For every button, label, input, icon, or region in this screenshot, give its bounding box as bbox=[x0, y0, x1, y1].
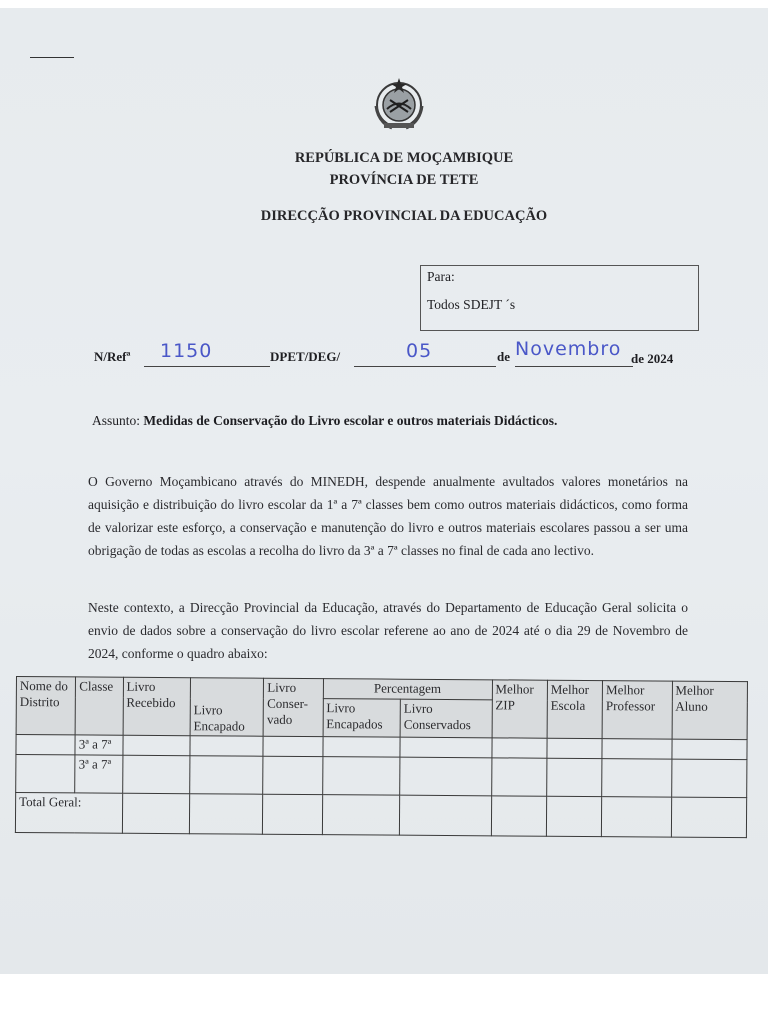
header-pct-encapados: Livro Encapados bbox=[323, 699, 401, 737]
table-total-row bbox=[15, 793, 746, 838]
header-classe: Classe bbox=[75, 677, 123, 735]
reference-line bbox=[94, 338, 694, 376]
nref-label: N/Refª bbox=[94, 349, 131, 364]
cell bbox=[190, 736, 264, 757]
recipient-value: Todos SDEJT ´s bbox=[427, 297, 516, 312]
header-livro-encapado: Livro Encapado bbox=[190, 678, 264, 737]
corner-dash-mark bbox=[30, 57, 74, 58]
cell bbox=[322, 795, 400, 836]
cell-nome bbox=[16, 735, 75, 755]
nref-handwritten: 1150 bbox=[160, 340, 213, 362]
body-paragraph-1: O Governo Moçambicano através do MINEDH, despende anualmente avultados valores monetários na aquisição e distribuição do livro escolar da 1ª a 7ª classes bem como outros materiais didácticos, como forma de valorizar este esforço, a conservação e manutenção do livro e outros materiais escolares passou a ser uma obrigação de todas as escolas a recolha do livro da 3ª a 7ª classes no final de cada ano lectivo. bbox=[88, 474, 688, 558]
cell bbox=[602, 739, 672, 759]
province-heading: PROVÍNCIA DE TETE bbox=[329, 172, 479, 188]
cell bbox=[546, 796, 602, 836]
day-handwritten: 05 bbox=[406, 340, 433, 362]
subject-line bbox=[92, 413, 557, 429]
cell-classe: 3ª a 7ª bbox=[75, 755, 123, 793]
table-header-row bbox=[16, 677, 747, 703]
document-page bbox=[0, 8, 768, 974]
header-nome-distrito: Nome do Distrito bbox=[16, 677, 76, 735]
data-table bbox=[15, 676, 748, 838]
cell bbox=[122, 755, 190, 793]
cell bbox=[123, 735, 190, 755]
cell bbox=[263, 756, 323, 794]
cell-classe: 3ª a 7ª bbox=[75, 735, 122, 755]
body-paragraph-2: Neste contexto, a Direcção Provincial da Educação, através do Departamento de Educação Geral solicita o envio de dados sobre a conservação do livro escolar referene ao ano de 2024 até o dia 29 de Novembro de 2024, conforme o quadro abaixo: bbox=[88, 600, 688, 661]
total-label: Total Geral: bbox=[15, 793, 122, 834]
month-underline bbox=[515, 366, 633, 367]
table-row bbox=[16, 755, 747, 798]
month-handwritten: Novembro bbox=[515, 338, 622, 360]
cell bbox=[400, 757, 492, 796]
cell bbox=[602, 797, 672, 837]
coat-of-arms-icon bbox=[370, 76, 428, 132]
header-melhor-professor: Melhor Professor bbox=[602, 681, 672, 739]
cell-nome bbox=[16, 755, 76, 793]
header-livro-conservado: Livro Conser-vado bbox=[263, 678, 323, 736]
recipient-label: Para: bbox=[427, 269, 455, 284]
cell bbox=[323, 737, 401, 758]
cell bbox=[190, 756, 264, 795]
cell bbox=[122, 793, 190, 833]
subject-text: Medidas de Conservação do Livro escolar e outros materiais Didácticos. bbox=[143, 413, 558, 428]
day-underline bbox=[354, 366, 496, 367]
de-label: de bbox=[497, 349, 510, 364]
year-text: de 2024 bbox=[631, 351, 674, 366]
cell bbox=[491, 796, 547, 836]
directorate-heading: DIRECÇÃO PROVINCIAL DA EDUCAÇÃO bbox=[260, 208, 548, 224]
header-melhor-escola: Melhor Escola bbox=[547, 680, 603, 738]
republic-heading: REPÚBLICA DE MOÇAMBIQUE bbox=[294, 150, 514, 166]
cell bbox=[602, 759, 672, 797]
cell bbox=[491, 758, 547, 796]
cell bbox=[671, 759, 747, 798]
recipient-box bbox=[420, 265, 699, 331]
cell bbox=[400, 737, 492, 758]
cell bbox=[547, 758, 603, 796]
cell bbox=[399, 795, 491, 836]
cell bbox=[671, 797, 747, 838]
dpet-label: DPET/DEG/ bbox=[270, 349, 341, 364]
header-pct-conservados: Livro Conservados bbox=[400, 700, 492, 738]
cell bbox=[671, 739, 747, 760]
header-melhor-aluno: Melhor Aluno bbox=[672, 681, 748, 740]
nref-underline bbox=[144, 366, 270, 367]
cell bbox=[547, 738, 602, 758]
subject-label: Assunto: bbox=[92, 413, 141, 428]
header-melhor-zip: Melhor ZIP bbox=[492, 680, 548, 738]
cell bbox=[322, 757, 400, 796]
header-livro-recebido: Livro Recebido bbox=[123, 677, 191, 735]
header-percentagem: Percentagem bbox=[323, 679, 492, 701]
cell bbox=[263, 736, 322, 756]
cell bbox=[263, 794, 323, 834]
cell bbox=[189, 794, 263, 835]
cell bbox=[491, 738, 546, 758]
